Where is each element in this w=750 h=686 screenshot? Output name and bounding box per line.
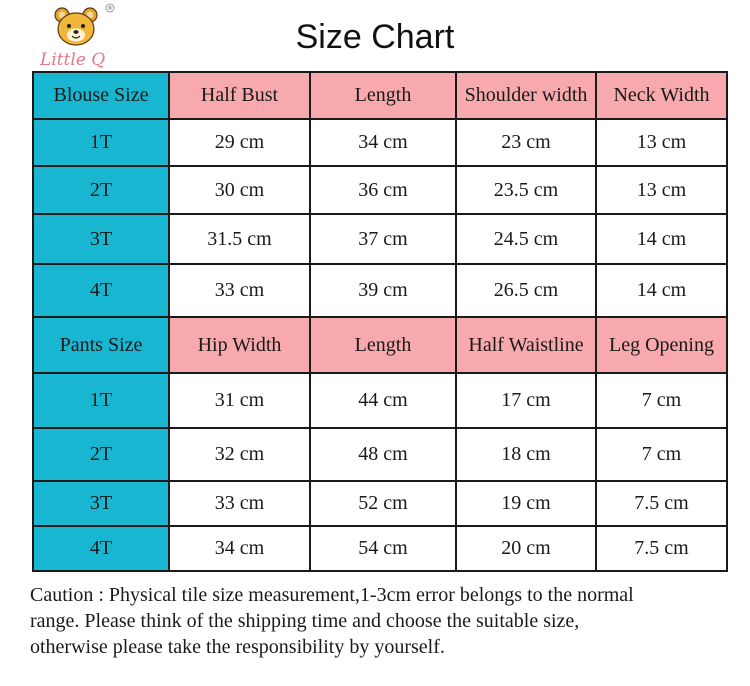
shoulder-width-header: Shoulder width <box>456 72 596 119</box>
hip-width-header: Hip Width <box>169 317 310 373</box>
table-row <box>33 428 727 481</box>
value-cell: 7.5 cm <box>596 481 727 526</box>
leg-opening-header: Leg Opening <box>596 317 727 373</box>
value-cell: 39 cm <box>310 264 456 317</box>
size-cell: 4T <box>33 264 169 317</box>
value-cell: 37 cm <box>310 214 456 264</box>
pants-length-header: Length <box>310 317 456 373</box>
value-cell: 20 cm <box>456 526 596 571</box>
value-cell: 34 cm <box>169 526 310 571</box>
size-cell: 3T <box>33 481 169 526</box>
caution-line: Caution : Physical tile size measurement,1-3cm error belongs to the normal <box>30 584 634 606</box>
value-cell: 33 cm <box>169 481 310 526</box>
value-cell: 7 cm <box>596 428 727 481</box>
value-cell: 33 cm <box>169 264 310 317</box>
value-cell: 7 cm <box>596 373 727 428</box>
value-cell: 7.5 cm <box>596 526 727 571</box>
size-cell: 3T <box>33 214 169 264</box>
size-chart-table <box>32 71 728 572</box>
value-cell: 31.5 cm <box>169 214 310 264</box>
value-cell: 13 cm <box>596 119 727 166</box>
blouse-header-row <box>33 72 727 119</box>
brand-name: Little Q <box>40 50 106 68</box>
caution-line: range. Please think of the shipping time and choose the suitable size, <box>30 610 580 632</box>
size-cell: 4T <box>33 526 169 571</box>
caution-line: otherwise please take the responsibility by yourself. <box>30 636 445 658</box>
table-row <box>33 264 727 317</box>
value-cell: 23 cm <box>456 119 596 166</box>
caution-note <box>30 582 730 660</box>
table-row <box>33 214 727 264</box>
size-cell: 1T <box>33 373 169 428</box>
value-cell: 18 cm <box>456 428 596 481</box>
value-cell: 54 cm <box>310 526 456 571</box>
half-waistline-header: Half Waistline <box>456 317 596 373</box>
value-cell: 14 cm <box>596 214 727 264</box>
blouse-length-header: Length <box>310 72 456 119</box>
value-cell: 36 cm <box>310 166 456 214</box>
value-cell: 26.5 cm <box>456 264 596 317</box>
value-cell: 31 cm <box>169 373 310 428</box>
value-cell: 13 cm <box>596 166 727 214</box>
value-cell: 24.5 cm <box>456 214 596 264</box>
table-row <box>33 481 727 526</box>
size-cell: 1T <box>33 119 169 166</box>
pants-size-header: Pants Size <box>33 317 169 373</box>
neck-width-header: Neck Width <box>596 72 727 119</box>
value-cell: 17 cm <box>456 373 596 428</box>
table-row <box>33 526 727 571</box>
value-cell: 44 cm <box>310 373 456 428</box>
value-cell: 48 cm <box>310 428 456 481</box>
value-cell: 34 cm <box>310 119 456 166</box>
value-cell: 14 cm <box>596 264 727 317</box>
table-row <box>33 166 727 214</box>
value-cell: 23.5 cm <box>456 166 596 214</box>
value-cell: 19 cm <box>456 481 596 526</box>
svg-text:®: ® <box>107 5 113 13</box>
half-bust-header: Half Bust <box>169 72 310 119</box>
blouse-size-header: Blouse Size <box>33 72 169 119</box>
value-cell: 29 cm <box>169 119 310 166</box>
table-row <box>33 119 727 166</box>
table-row <box>33 373 727 428</box>
pants-header-row <box>33 317 727 373</box>
size-cell: 2T <box>33 428 169 481</box>
value-cell: 32 cm <box>169 428 310 481</box>
value-cell: 52 cm <box>310 481 456 526</box>
page-title: Size Chart <box>295 18 455 56</box>
size-cell: 2T <box>33 166 169 214</box>
value-cell: 30 cm <box>169 166 310 214</box>
